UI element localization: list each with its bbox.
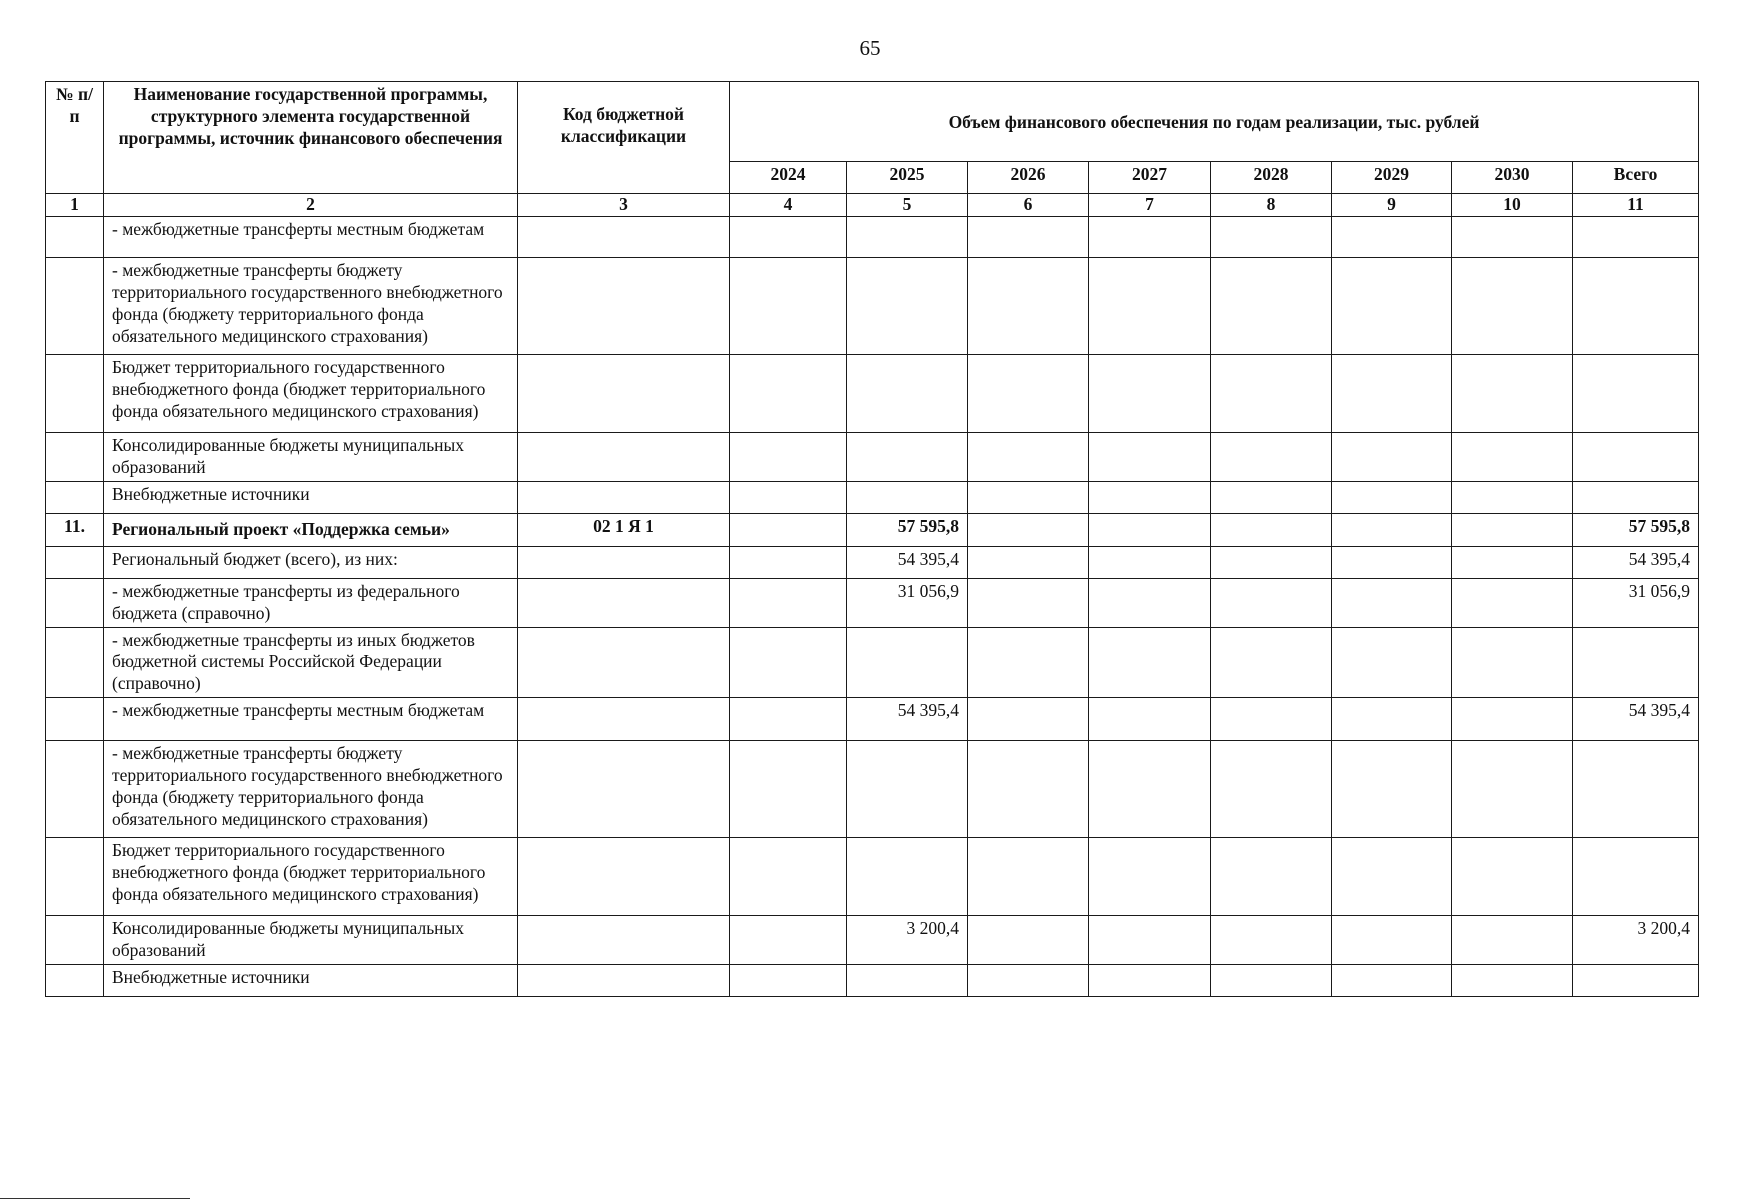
row-value <box>1332 578 1452 627</box>
row-value <box>1211 838 1332 916</box>
row-name: Внебюджетные источники <box>104 481 518 513</box>
row-value <box>1452 258 1573 355</box>
row-value <box>1211 546 1332 578</box>
row-value <box>1573 433 1699 482</box>
header-year: 2028 <box>1211 162 1332 194</box>
table-row <box>46 741 1699 838</box>
row-value <box>730 578 847 627</box>
row-value <box>1332 355 1452 433</box>
row-number <box>46 217 104 258</box>
row-value <box>730 964 847 996</box>
row-value <box>1211 481 1332 513</box>
row-code <box>518 741 730 838</box>
row-value <box>1211 916 1332 965</box>
row-code <box>518 838 730 916</box>
page-number: 65 <box>859 36 881 60</box>
row-value <box>730 258 847 355</box>
row-value <box>1332 916 1452 965</box>
table-row <box>46 627 1699 698</box>
row-value <box>847 964 968 996</box>
row-value <box>1211 964 1332 996</box>
header-num: № п/п <box>46 82 104 194</box>
row-code <box>518 578 730 627</box>
row-value <box>1089 217 1211 258</box>
row-value <box>968 838 1089 916</box>
row-value <box>968 546 1089 578</box>
row-value <box>968 916 1089 965</box>
row-value <box>1573 481 1699 513</box>
row-value <box>1452 964 1573 996</box>
row-value <box>1089 258 1211 355</box>
row-value <box>968 433 1089 482</box>
row-value <box>1089 964 1211 996</box>
row-name: - межбюджетные трансферты из федерального бюджета (справочно) <box>104 578 518 627</box>
financing-table <box>45 81 1699 997</box>
header-name: Наименование государственной программы, структурного элемента государственной программы, источник финансового обеспечения <box>104 82 518 194</box>
row-value <box>1089 627 1211 698</box>
header-code: Код бюджетной классификации <box>518 82 730 194</box>
row-value: 57 595,8 <box>847 513 968 546</box>
row-value <box>1452 513 1573 546</box>
row-value <box>730 433 847 482</box>
row-value <box>1452 741 1573 838</box>
footnote-line <box>0 1198 190 1199</box>
row-name: Консолидированные бюджеты муниципальных образований <box>104 916 518 965</box>
table-body <box>46 194 1699 997</box>
column-number: 8 <box>1211 194 1332 217</box>
row-value <box>730 355 847 433</box>
table-row <box>46 217 1699 258</box>
row-value <box>847 355 968 433</box>
row-number <box>46 355 104 433</box>
row-value <box>1332 258 1452 355</box>
row-code <box>518 698 730 741</box>
column-numbers-row <box>46 194 1699 217</box>
row-value <box>1089 741 1211 838</box>
column-number: 9 <box>1332 194 1452 217</box>
row-value: 3 200,4 <box>1573 916 1699 965</box>
row-value <box>730 481 847 513</box>
row-value <box>1452 627 1573 698</box>
row-value <box>1332 546 1452 578</box>
row-number <box>46 433 104 482</box>
row-value <box>1452 355 1573 433</box>
row-name: Консолидированные бюджеты муниципальных образований <box>104 433 518 482</box>
header-year: 2026 <box>968 162 1089 194</box>
row-value <box>1452 546 1573 578</box>
column-number: 6 <box>968 194 1089 217</box>
row-name: Бюджет территориального государственного внебюджетного фонда (бюджет территориального фонда обязательного медицинского страхования) <box>104 838 518 916</box>
row-value: 54 395,4 <box>1573 546 1699 578</box>
row-code <box>518 481 730 513</box>
row-value <box>847 741 968 838</box>
row-value <box>968 698 1089 741</box>
column-number: 10 <box>1452 194 1573 217</box>
row-value: 3 200,4 <box>847 916 968 965</box>
row-value: 31 056,9 <box>847 578 968 627</box>
table-row <box>46 433 1699 482</box>
row-value <box>968 513 1089 546</box>
row-value: 57 595,8 <box>1573 513 1699 546</box>
row-value <box>1211 578 1332 627</box>
row-value <box>847 258 968 355</box>
row-value <box>1089 355 1211 433</box>
row-number <box>46 838 104 916</box>
column-number: 5 <box>847 194 968 217</box>
table-row <box>46 481 1699 513</box>
row-value <box>1573 217 1699 258</box>
column-number: 11 <box>1573 194 1699 217</box>
row-value <box>730 916 847 965</box>
row-value <box>968 258 1089 355</box>
row-value <box>968 355 1089 433</box>
row-number <box>46 481 104 513</box>
column-number: 7 <box>1089 194 1211 217</box>
row-value <box>1211 217 1332 258</box>
row-value <box>968 217 1089 258</box>
row-value <box>1452 698 1573 741</box>
row-value <box>847 217 968 258</box>
row-value <box>1211 741 1332 838</box>
table-row <box>46 355 1699 433</box>
row-value: 54 395,4 <box>847 698 968 741</box>
row-value <box>1573 741 1699 838</box>
row-number: 11. <box>46 513 104 546</box>
row-value <box>1452 838 1573 916</box>
row-name: Внебюджетные источники <box>104 964 518 996</box>
table-row <box>46 513 1699 546</box>
row-value <box>1332 217 1452 258</box>
row-name: - межбюджетные трансферты местным бюджетам <box>104 698 518 741</box>
row-value <box>968 578 1089 627</box>
row-value <box>1332 698 1452 741</box>
header-year: 2025 <box>847 162 968 194</box>
row-number <box>46 698 104 741</box>
row-value <box>847 433 968 482</box>
row-number <box>46 546 104 578</box>
row-value <box>1332 964 1452 996</box>
row-name: Региональный бюджет (всего), из них: <box>104 546 518 578</box>
row-value <box>1089 698 1211 741</box>
row-value <box>1573 258 1699 355</box>
table-row <box>46 578 1699 627</box>
row-name: Региональный проект «Поддержка семьи» <box>104 513 518 546</box>
row-value <box>1211 433 1332 482</box>
column-number: 3 <box>518 194 730 217</box>
row-value <box>968 964 1089 996</box>
row-value <box>1332 741 1452 838</box>
row-value <box>1089 513 1211 546</box>
row-value <box>1332 838 1452 916</box>
column-number: 1 <box>46 194 104 217</box>
row-value <box>730 838 847 916</box>
row-value <box>1332 481 1452 513</box>
table-row <box>46 916 1699 965</box>
row-number <box>46 258 104 355</box>
row-value <box>1089 481 1211 513</box>
row-value <box>1452 433 1573 482</box>
row-name: - межбюджетные трансферты бюджету территориального государственного внебюджетного фонда (бюджету территориального фонда обязательного медицинского страхования) <box>104 741 518 838</box>
row-code <box>518 258 730 355</box>
row-value <box>1211 355 1332 433</box>
row-code <box>518 964 730 996</box>
row-value <box>730 513 847 546</box>
table-row <box>46 964 1699 996</box>
row-value <box>1089 578 1211 627</box>
column-number: 2 <box>104 194 518 217</box>
row-number <box>46 916 104 965</box>
row-number <box>46 741 104 838</box>
row-value <box>968 481 1089 513</box>
row-value <box>730 741 847 838</box>
row-number <box>46 964 104 996</box>
row-value <box>847 838 968 916</box>
table-row <box>46 838 1699 916</box>
row-value: 31 056,9 <box>1573 578 1699 627</box>
row-value <box>1573 838 1699 916</box>
row-code <box>518 433 730 482</box>
row-value <box>847 627 968 698</box>
column-number: 4 <box>730 194 847 217</box>
row-value <box>847 481 968 513</box>
row-value <box>1452 578 1573 627</box>
table-row <box>46 258 1699 355</box>
row-value <box>968 627 1089 698</box>
row-value: 54 395,4 <box>847 546 968 578</box>
row-value <box>1332 627 1452 698</box>
row-value <box>1452 217 1573 258</box>
row-name: Бюджет территориального государственного внебюджетного фонда (бюджет территориального фонда обязательного медицинского страхования) <box>104 355 518 433</box>
row-value <box>1089 546 1211 578</box>
header-year: 2029 <box>1332 162 1452 194</box>
row-number <box>46 627 104 698</box>
row-name: - межбюджетные трансферты местным бюджетам <box>104 217 518 258</box>
row-value <box>730 217 847 258</box>
row-value <box>1332 513 1452 546</box>
row-value <box>730 627 847 698</box>
table-header <box>46 82 1699 194</box>
row-value <box>1089 838 1211 916</box>
header-year: 2027 <box>1089 162 1211 194</box>
row-value <box>968 741 1089 838</box>
row-value: 54 395,4 <box>1573 698 1699 741</box>
row-code <box>518 916 730 965</box>
header-year: 2024 <box>730 162 847 194</box>
row-value <box>1573 964 1699 996</box>
row-value <box>1573 355 1699 433</box>
table-row <box>46 698 1699 741</box>
row-name: - межбюджетные трансферты бюджету территориального государственного внебюджетного фонда (бюджету территориального фонда обязательного медицинского страхования) <box>104 258 518 355</box>
row-value <box>730 546 847 578</box>
row-code <box>518 627 730 698</box>
row-value <box>1332 433 1452 482</box>
row-number <box>46 578 104 627</box>
table-row <box>46 546 1699 578</box>
row-value <box>1452 916 1573 965</box>
row-code <box>518 546 730 578</box>
row-code <box>518 217 730 258</box>
header-year: Всего <box>1573 162 1699 194</box>
row-value <box>1211 627 1332 698</box>
header-year: 2030 <box>1452 162 1573 194</box>
row-value <box>730 698 847 741</box>
row-value <box>1211 513 1332 546</box>
row-name: - межбюджетные трансферты из иных бюджетов бюджетной системы Российской Федерации (справочно) <box>104 627 518 698</box>
row-value <box>1452 481 1573 513</box>
row-value <box>1211 258 1332 355</box>
row-value <box>1573 627 1699 698</box>
row-value <box>1211 698 1332 741</box>
row-code: 02 1 Я 1 <box>518 513 730 546</box>
header-volume: Объем финансового обеспечения по годам реализации, тыс. рублей <box>730 82 1699 162</box>
row-value <box>1089 916 1211 965</box>
row-value <box>1089 433 1211 482</box>
row-code <box>518 355 730 433</box>
